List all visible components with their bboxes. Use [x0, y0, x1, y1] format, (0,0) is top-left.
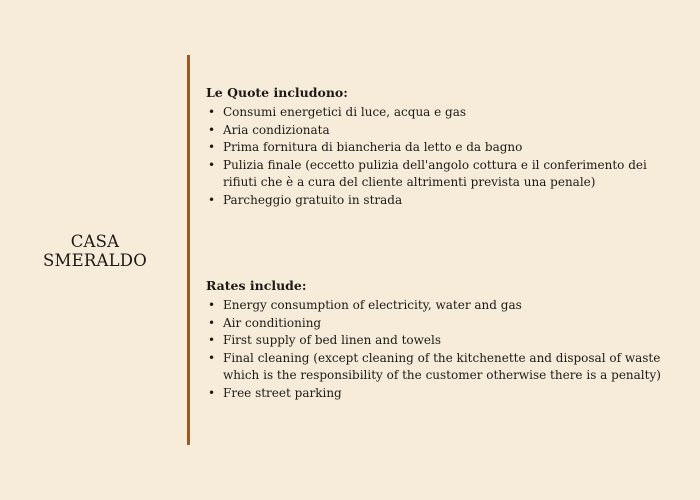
brand-title	[0, 232, 190, 270]
list-item: • Parcheggio gratuito in strada	[206, 192, 676, 210]
english-list	[206, 297, 676, 402]
list-item: • Energy consumption of electricity, water and gas	[206, 297, 676, 315]
brand-title-line1: CASA	[70, 232, 120, 251]
italian-heading: Le Quote includono:	[206, 85, 348, 100]
list-item: • Pulizia finale (eccetto pulizia dell'angolo cottura e il conferimento dei rifiuti che è a cura del cliente altrimenti prevista una penale)	[206, 157, 676, 192]
list-item: • Aria condizionata	[206, 122, 676, 140]
list-item: • First supply of bed linen and towels	[206, 332, 676, 350]
list-item: • Free street parking	[206, 385, 676, 403]
italian-section	[206, 84, 676, 209]
italian-list	[206, 104, 676, 209]
english-heading: Rates include:	[206, 278, 307, 293]
list-item: • Air conditioning	[206, 315, 676, 333]
list-item: • Prima fornitura di biancheria da letto e da bagno	[206, 139, 676, 157]
list-item: • Consumi energetici di luce, acqua e gas	[206, 104, 676, 122]
brand-title-line2: SMERALDO	[43, 251, 147, 270]
list-item: • Final cleaning (except cleaning of the kitchenette and disposal of waste which is the responsibility of the customer otherwise there is a penalty)	[206, 350, 676, 385]
vertical-divider	[187, 55, 190, 445]
english-section	[206, 277, 676, 402]
